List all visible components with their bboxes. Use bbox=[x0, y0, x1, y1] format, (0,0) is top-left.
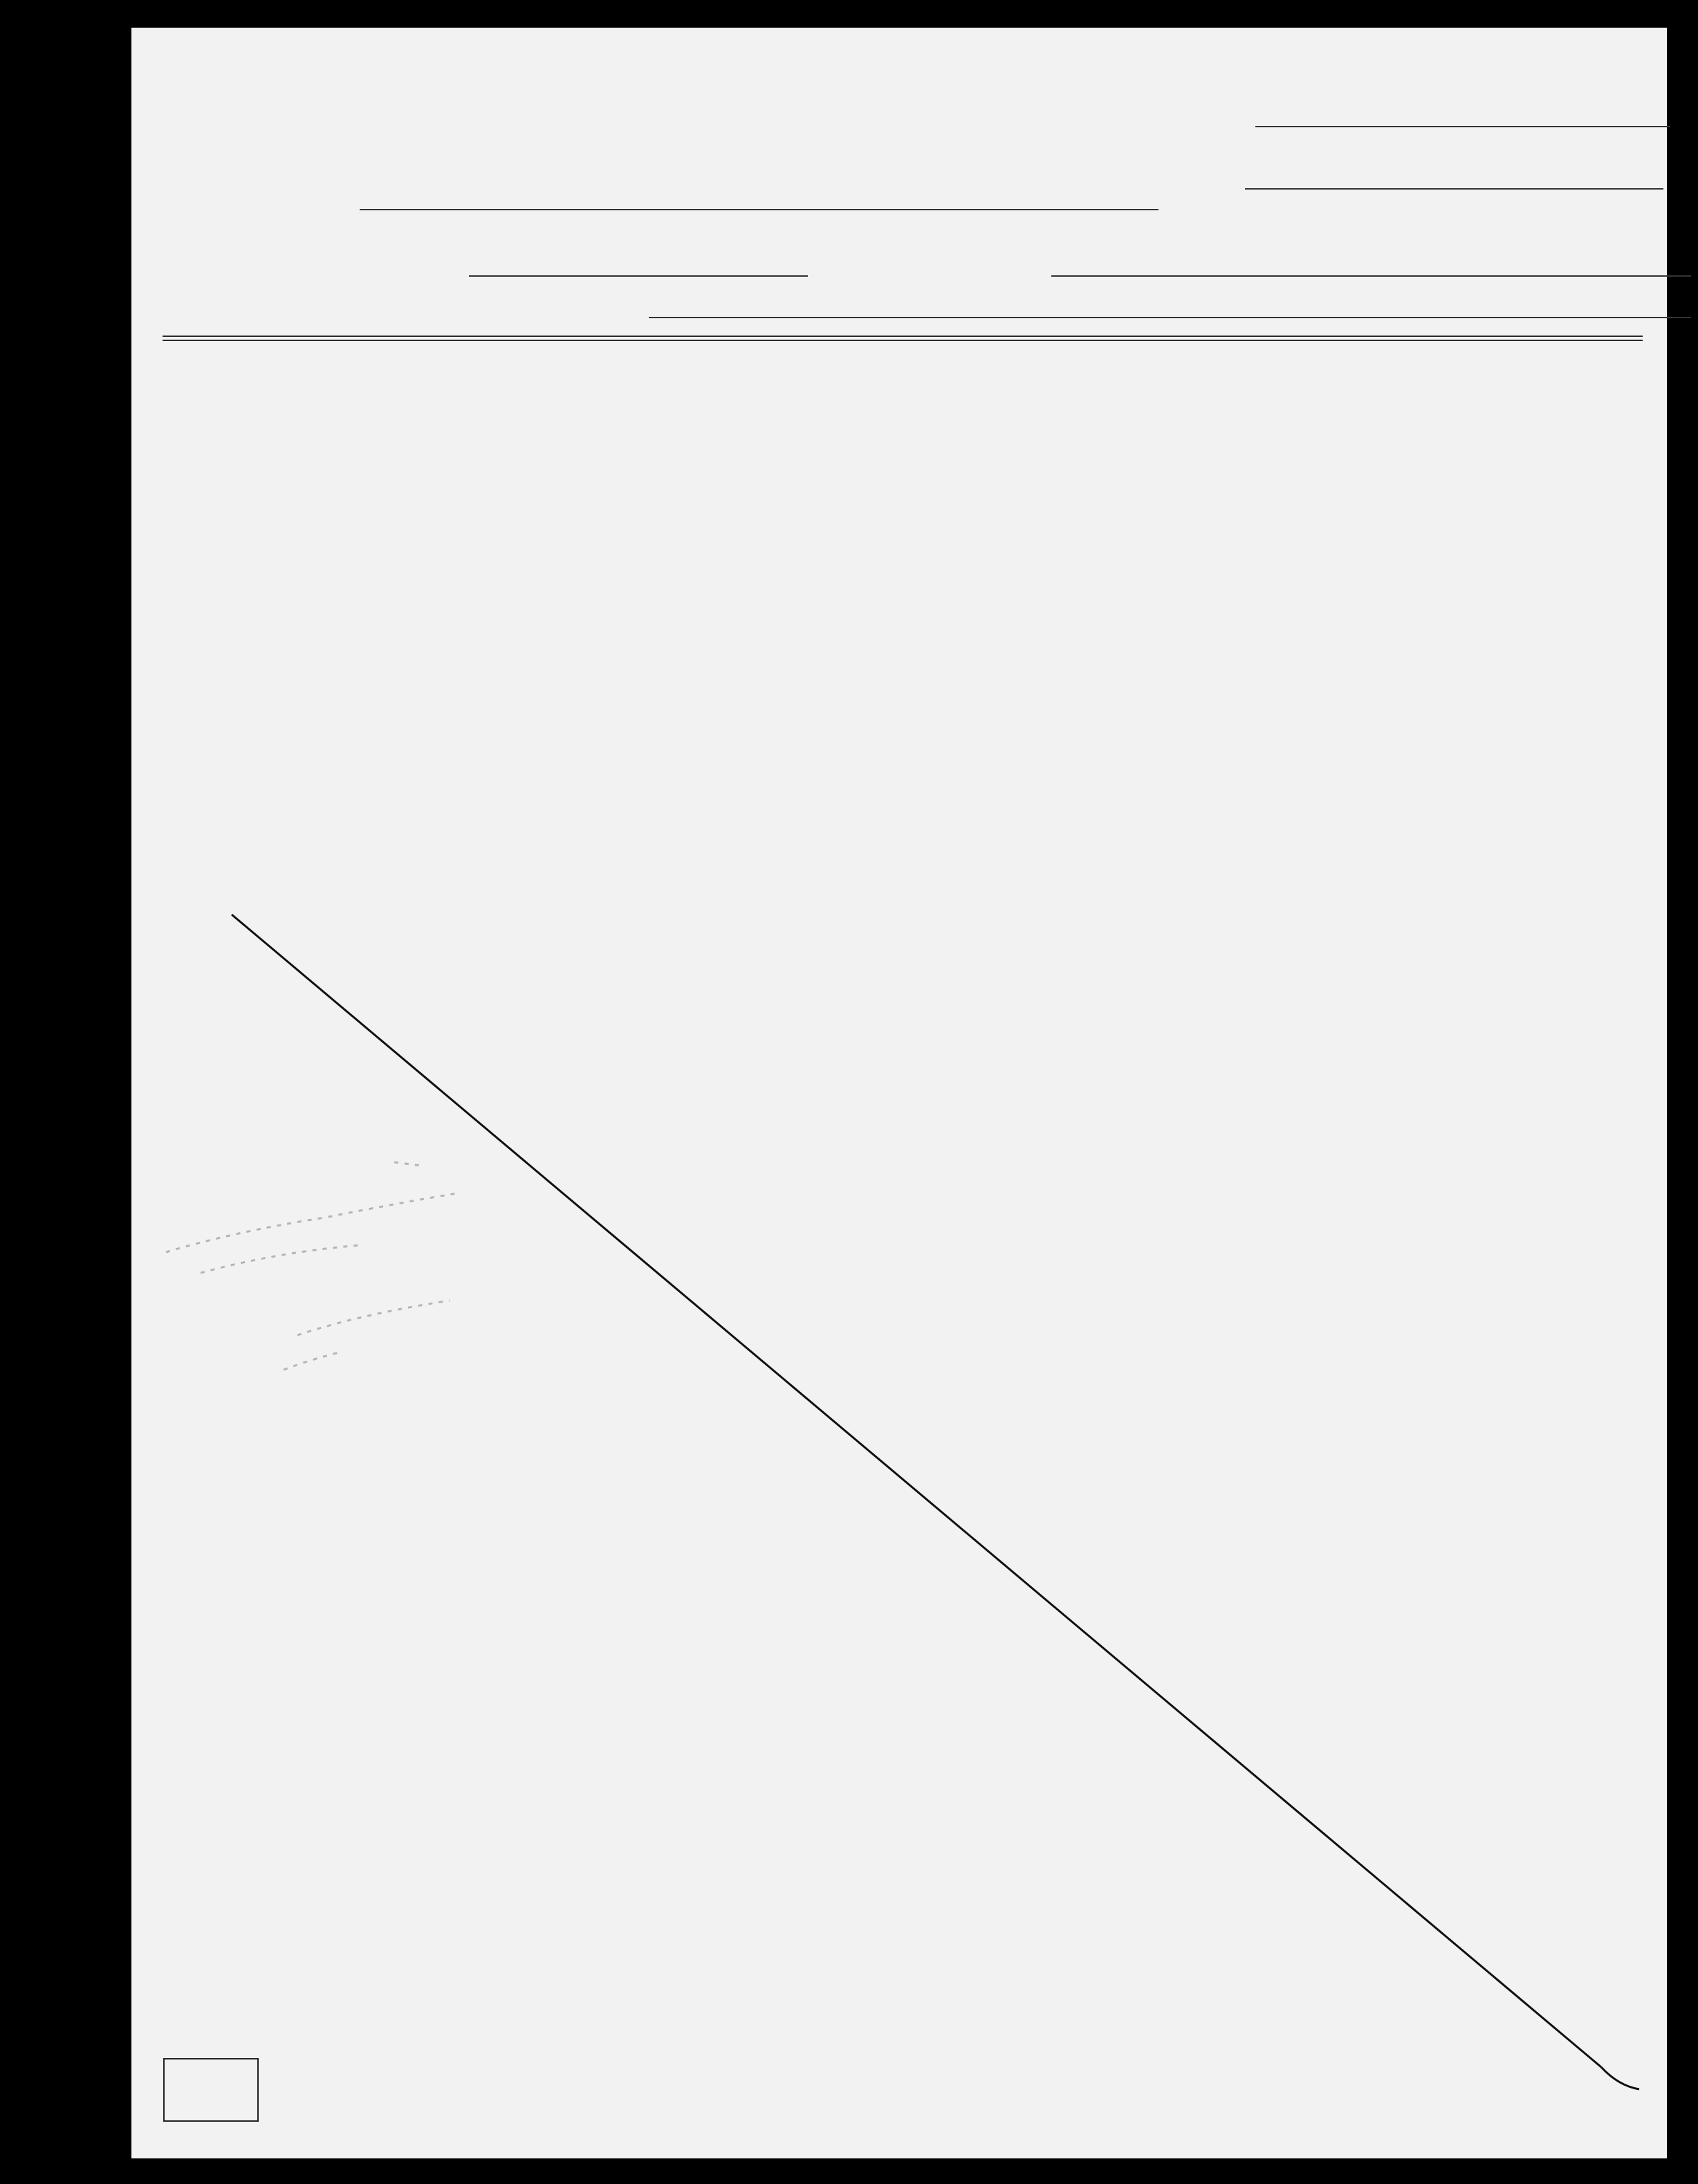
form-sheet bbox=[131, 28, 1667, 2158]
total-number-box bbox=[163, 2058, 259, 2122]
faint-pencil-marks bbox=[131, 28, 1667, 2158]
